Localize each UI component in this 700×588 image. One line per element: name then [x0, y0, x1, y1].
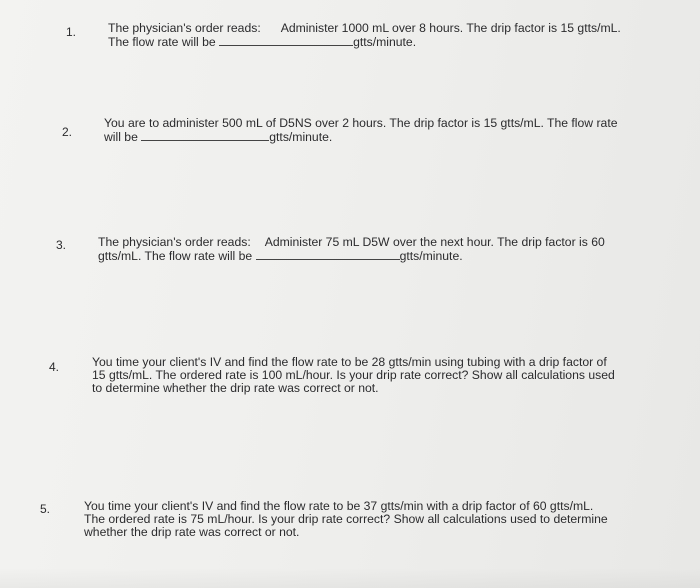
answer-blank-1[interactable] [219, 35, 353, 46]
question-4-line-1: You time your client's IV and find the flow rate to be 28 gtts/min using tubing with a drip factor of [92, 355, 607, 369]
question-2-number: 2. [62, 125, 73, 139]
page-shadow [0, 568, 700, 588]
question-4-number: 4. [49, 360, 60, 374]
answer-blank-3[interactable] [256, 249, 400, 260]
question-2-line-1: You are to administer 500 mL of D5NS over 2 hours. The drip factor is 15 gtts/mL. The flow rate [104, 116, 618, 130]
question-5-line-2: The ordered rate is 75 mL/hour. Is your drip rate correct? Show all calculations used to determine [84, 512, 608, 526]
question-3-line-1a: The physician's order reads: [98, 235, 251, 249]
question-4-line-3: to determine whether the drip rate was correct or not. [92, 381, 379, 395]
answer-blank-2[interactable] [141, 130, 269, 141]
question-3 [98, 236, 605, 263]
question-5 [84, 500, 608, 539]
question-5-line-1: You time your client's IV and find the flow rate to be 37 gtts/min with a drip factor of 60 gtts/mL. [84, 499, 594, 513]
question-5-number: 5. [40, 502, 51, 516]
question-2-line-2a: will be [104, 130, 138, 144]
question-4-line-2: 15 gtts/mL. The ordered rate is 100 mL/hour. Is your drip rate correct? Show all calculations used [92, 368, 615, 382]
question-3-line-2b: gtts/minute. [399, 249, 463, 263]
question-2-line-2b: gtts/minute. [269, 130, 333, 144]
question-4 [92, 356, 615, 395]
question-1-line-2b: gtts/minute. [353, 35, 417, 49]
question-3-line-2a: gtts/mL. The flow rate will be [98, 249, 253, 263]
question-1-line-2a: The flow rate will be [108, 35, 216, 49]
question-3-line-1b: Administer 75 mL D5W over the next hour. The drip factor is 60 [264, 235, 605, 249]
question-1-line-1b: Administer 1000 mL over 8 hours. The drip factor is 15 gtts/mL. [280, 21, 621, 35]
question-2 [104, 117, 618, 144]
question-1-number: 1. [66, 25, 77, 39]
question-1 [108, 22, 621, 49]
question-1-line-1a: The physician's order reads: [108, 21, 261, 35]
question-3-number: 3. [56, 238, 67, 252]
question-5-line-3: whether the drip rate was correct or not. [84, 525, 300, 539]
